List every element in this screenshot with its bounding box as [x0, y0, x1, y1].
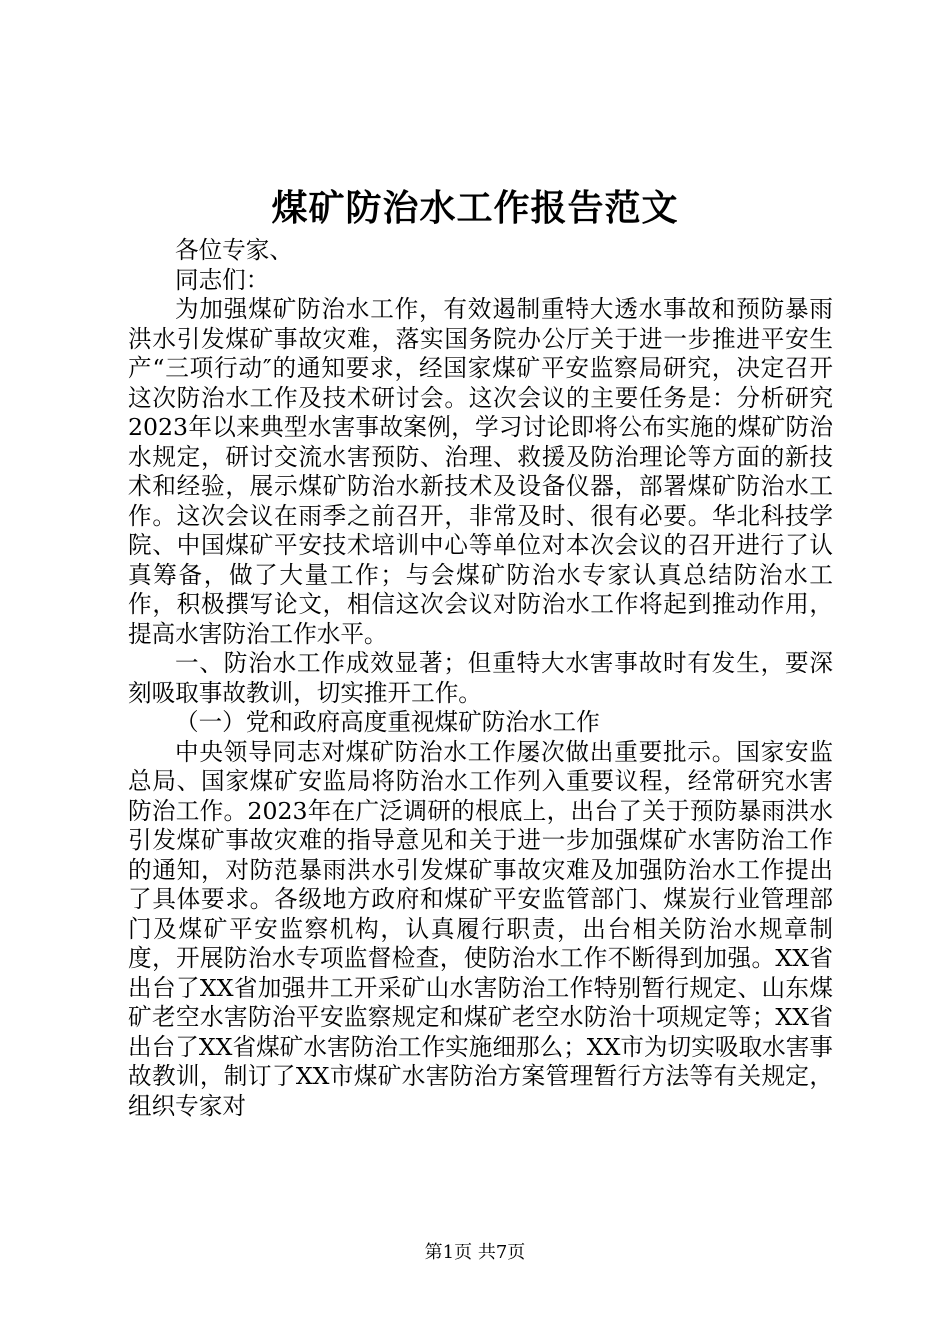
section-heading-1: 一、防治水工作成效显著；但重特大水害事故时有发生，要深刻吸取事故教训，切实推开工作。 — [128, 649, 833, 707]
document-body — [128, 236, 833, 1121]
document-title: 煤矿防治水工作报告范文 — [271, 187, 679, 229]
salutation-line-1: 各位专家、 — [175, 236, 293, 264]
salutation-line-2: 同志们： — [175, 265, 270, 294]
subsection-heading-1: （一）党和政府高度重视煤矿防治水工作 — [175, 708, 600, 736]
intro-paragraph: 为加强煤矿防治水工作，有效遏制重特大透水事故和预防暴雨洪水引发煤矿事故灾难，落实国务院办公厅关于进一步推进平安生产“三项行动″的通知要求，经国家煤矿平安监察局研究，决定召开这次防治水工作及技术研讨会。这次会议的主要任务是：分析研究2023年以来典型水害事故案例，学习讨论即将公布实施的煤矿防治水规定，研讨交流水害预防、治理、救援及防治理论等方面的新技术和经验，展示煤矿防治水新技术及设备仪器，部署煤矿防治水工作。这次会议在雨季之前召开，非常及时、很有必要。华北科技学院、中国煤矿平安技术培训中心等单位对本次会议的召开进行了认真筹备，做了大量工作；与会煤矿防治水专家认真总结防治水工作，积极撰写论文，相信这次会议对防治水工作将起到推动作用，提高水害防治工作水平。 — [128, 295, 833, 648]
page-footer: 第1页 共7页 — [424, 1242, 526, 1263]
body-paragraph: 中央领导同志对煤矿防治水工作屡次做出重要批示。国家安监总局、国家煤矿安监局将防治水工作列入重要议程，经常研究水害防治工作。2023年在广泛调研的根底上，出台了关于预防暴雨洪水引发煤矿事故灾难的指导意见和关于进一步加强煤矿水害防治工作的通知，对防范暴雨洪水引发煤矿事故灾难及加强防治水工作提出了具体要求。各级地方政府和煤矿平安监管部门、煤炭行业管理部门及煤矿平安监察机构，认真履行职责，出台相关防治水规章制度，开展防治水专项监督检查，使防治水工作不断得到加强。XX省出台了XX省加强井工开采矿山水害防治工作特别暂行规定、山东煤矿老空水害防治平安监察规定和煤矿老空水防治十项规定等；XX省出台了XX省煤矿水害防治工作实施细那么；XX市为切实吸取水害事故教训，制订了XX市煤矿水害防治方案管理暂行方法等有关规定，组织专家对 — [128, 737, 833, 1120]
